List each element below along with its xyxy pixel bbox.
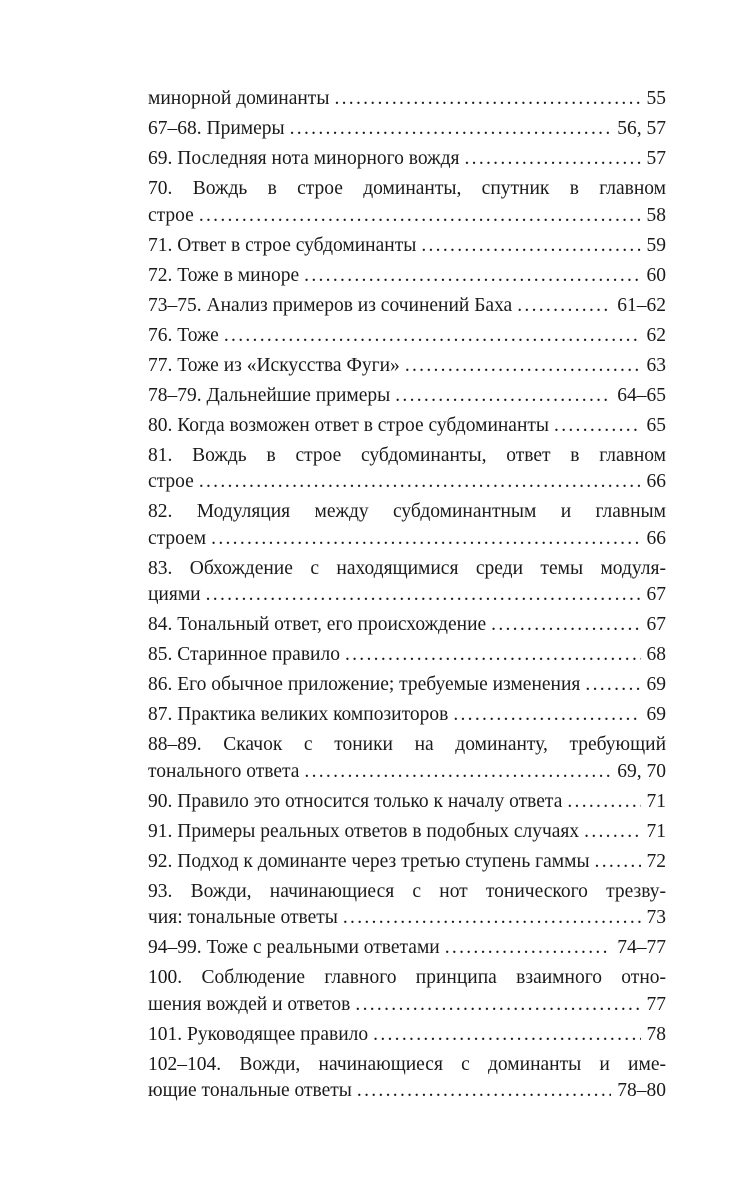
- toc-entry-line: [148, 233, 666, 260]
- toc-entry-line: [148, 116, 666, 143]
- toc-entry: [148, 323, 666, 350]
- toc-entry-line: [148, 353, 666, 380]
- toc-entry-title: 91. Примеры реальных ответов в подобных случаях: [148, 820, 580, 842]
- toc-entry-title: 92. Подход к доминанте через третью ступень гаммы: [148, 850, 590, 872]
- toc-entry-title: строе: [148, 471, 194, 492]
- toc-page-number: 62: [646, 324, 666, 346]
- toc-page-number: 69: [646, 704, 666, 725]
- toc-entry: [148, 789, 666, 816]
- toc-entry: [148, 383, 666, 410]
- toc-entry-title-line: 93. Вожди, начинающиеся с нот тонического трезву-: [148, 880, 666, 902]
- toc-page-number: 73: [646, 907, 666, 928]
- toc-entry: [148, 176, 666, 229]
- toc-page-number: 69, 70: [617, 760, 666, 782]
- toc-page-number: 64–65: [617, 384, 666, 406]
- toc-entry-line: [148, 849, 666, 876]
- dot-leader: [334, 86, 640, 113]
- toc-page-number: 67: [646, 584, 666, 605]
- toc-entry: [148, 642, 666, 669]
- toc-entry-line: [148, 935, 666, 962]
- toc-entry-line: [148, 642, 666, 669]
- dot-leader: [491, 612, 640, 639]
- toc-page-number: 56, 57: [617, 118, 666, 139]
- dot-leader: [464, 146, 640, 173]
- toc-entry-title: 101. Руководящее правило: [148, 1023, 369, 1045]
- toc-entry-title: строе: [148, 204, 194, 226]
- toc-entry-line: [148, 1078, 666, 1105]
- toc-entry: [148, 672, 666, 699]
- dot-leader: [357, 1078, 611, 1105]
- toc-entry-line: [148, 672, 666, 699]
- toc-page-number: 60: [646, 264, 666, 286]
- toc-entry: [148, 702, 666, 729]
- toc-page-number: 55: [646, 88, 666, 109]
- dot-leader: [445, 935, 612, 962]
- toc-entry-line: [148, 469, 666, 496]
- toc-entry-title: 76. Тоже: [148, 324, 219, 346]
- toc-entry-line: [148, 293, 666, 320]
- toc-page-number: 57: [646, 148, 666, 169]
- toc-entry-line: [148, 383, 666, 410]
- toc-entry-title: 87. Практика великих композиторов: [148, 704, 449, 725]
- dot-leader: [355, 992, 640, 1019]
- toc-page-number: 78–80: [617, 1080, 666, 1101]
- toc-entry: [148, 499, 666, 552]
- dot-leader: [585, 672, 640, 699]
- dot-leader: [199, 203, 641, 230]
- dot-leader: [206, 582, 641, 609]
- toc-entry-line: [148, 992, 666, 1019]
- toc-entry-line: [148, 702, 666, 729]
- toc-entry-line: [148, 86, 666, 113]
- toc-entry-title: 67–68. Примеры: [148, 118, 285, 139]
- dot-leader: [373, 1022, 640, 1049]
- dot-leader: [211, 526, 640, 553]
- toc-entry-title-line: 70. Вождь в строе доминанты, спутник в главном: [148, 178, 666, 199]
- toc-entry: [148, 879, 666, 932]
- toc-page-number: 59: [646, 234, 666, 256]
- dot-leader: [453, 702, 640, 729]
- toc-entry-line: [148, 413, 666, 440]
- toc-entry: [148, 556, 666, 609]
- toc-entry: [148, 1022, 666, 1049]
- toc-entry-title: 73–75. Анализ примеров из сочинений Баха: [148, 294, 513, 316]
- toc-entry-title-line: 81. Вождь в строе субдоминанты, ответ в главном: [148, 444, 666, 466]
- toc-page-number: 66: [646, 527, 666, 549]
- toc-entry-title: 94–99. Тоже с реальными ответами: [148, 937, 440, 958]
- toc-entry-line: [148, 789, 666, 816]
- toc-page-number: 58: [646, 204, 666, 226]
- toc-entry-line: [148, 1022, 666, 1049]
- toc-page-number: 68: [646, 644, 666, 665]
- toc-entry-line: [148, 612, 666, 639]
- toc-entry-title: строем: [148, 527, 207, 549]
- dot-leader: [345, 642, 641, 669]
- toc-entry: [148, 413, 666, 440]
- dot-leader: [290, 116, 612, 143]
- toc-entry-title-line: 83. Обхождение с находящимися среди темы модуля-: [148, 557, 666, 579]
- dot-leader: [304, 759, 611, 786]
- toc-entry: [148, 233, 666, 260]
- toc-entry: [148, 263, 666, 290]
- toc-entry-title: 72. Тоже в миноре: [148, 264, 300, 286]
- toc-page-number: 77: [646, 993, 666, 1015]
- toc-entry-title: 69. Последняя нота минорного вождя: [148, 148, 460, 169]
- toc-page-number: 72: [646, 850, 666, 872]
- toc-page-number: 71: [646, 790, 666, 812]
- dot-leader: [405, 353, 641, 380]
- toc-entry: [148, 443, 666, 496]
- toc-entry: [148, 353, 666, 380]
- toc-entry-title: 86. Его обычное приложение; требуемые изменения: [148, 674, 581, 695]
- toc-entry: [148, 935, 666, 962]
- toc-entry-title: циями: [148, 584, 201, 605]
- dot-leader: [421, 233, 640, 260]
- toc-entry-title: 78–79. Дальнейшие примеры: [148, 384, 391, 406]
- toc-entry-title: 85. Старинное правило: [148, 644, 340, 665]
- toc-page-number: 65: [646, 414, 666, 436]
- dot-leader: [224, 323, 641, 350]
- dot-leader: [517, 293, 611, 320]
- toc-entry-title: 80. Когда возможен ответ в строе субдоминанты: [148, 414, 550, 436]
- toc-entry-title: 71. Ответ в строе субдоминанты: [148, 234, 417, 256]
- dot-leader: [304, 263, 640, 290]
- toc-page-number: 78: [646, 1023, 666, 1045]
- toc-page-number: 63: [646, 354, 666, 376]
- dot-leader: [554, 413, 640, 440]
- toc-entry-title-line: 88–89. Скачок с тоники на доминанту, требующий: [148, 734, 666, 755]
- toc-entry-title-line: 82. Модуляция между субдоминантным и главным: [148, 501, 666, 522]
- dot-leader: [595, 849, 641, 876]
- toc-entry-title: 77. Тоже из «Искусства Фуги»: [148, 354, 400, 376]
- toc-entry-line: [148, 526, 666, 553]
- toc-entry: [148, 849, 666, 876]
- toc-entry: [148, 612, 666, 639]
- toc-entry-title: ющие тональные ответы: [148, 1080, 352, 1101]
- toc-entry-line: [148, 203, 666, 230]
- toc-entry-line: [148, 759, 666, 786]
- toc-entry: [148, 293, 666, 320]
- dot-leader: [343, 905, 641, 932]
- dot-leader: [567, 789, 640, 816]
- toc-entry-title: шения вождей и ответов: [148, 993, 351, 1015]
- dot-leader: [584, 819, 640, 846]
- toc-page-number: 74–77: [617, 937, 666, 958]
- toc-entry: [148, 965, 666, 1018]
- toc-entry-line: [148, 905, 666, 932]
- toc-entry-line: [148, 819, 666, 846]
- toc-entry-title: минорной доминанты: [148, 88, 330, 109]
- toc-page-number: 61–62: [617, 294, 666, 316]
- toc-entry-title-line: 100. Соблюдение главного принципа взаимного отно-: [148, 967, 666, 988]
- toc-page-number: 67: [646, 614, 666, 635]
- table-of-contents: [148, 86, 666, 1108]
- toc-entry-title: 84. Тональный ответ, его происхождение: [148, 614, 487, 635]
- toc-entry: [148, 1052, 666, 1105]
- toc-entry-title-line: 102–104. Вожди, начинающиеся с доминанты и име-: [148, 1053, 666, 1075]
- toc-entry-line: [148, 582, 666, 609]
- toc-entry: [148, 86, 666, 113]
- toc-page-number: 69: [646, 674, 666, 695]
- toc-entry-title: тонального ответа: [148, 760, 300, 782]
- toc-entry-line: [148, 146, 666, 173]
- dot-leader: [199, 469, 641, 496]
- toc-page-number: 71: [646, 820, 666, 842]
- toc-entry: [148, 116, 666, 143]
- dot-leader: [395, 383, 611, 410]
- toc-entry-title: 90. Правило это относится только к началу ответа: [148, 790, 563, 812]
- toc-entry-title: чия: тональные ответы: [148, 907, 338, 928]
- toc-page-number: 66: [646, 471, 666, 492]
- toc-entry-line: [148, 263, 666, 290]
- toc-entry: [148, 732, 666, 785]
- toc-entry: [148, 146, 666, 173]
- toc-entry: [148, 819, 666, 846]
- toc-entry-line: [148, 323, 666, 350]
